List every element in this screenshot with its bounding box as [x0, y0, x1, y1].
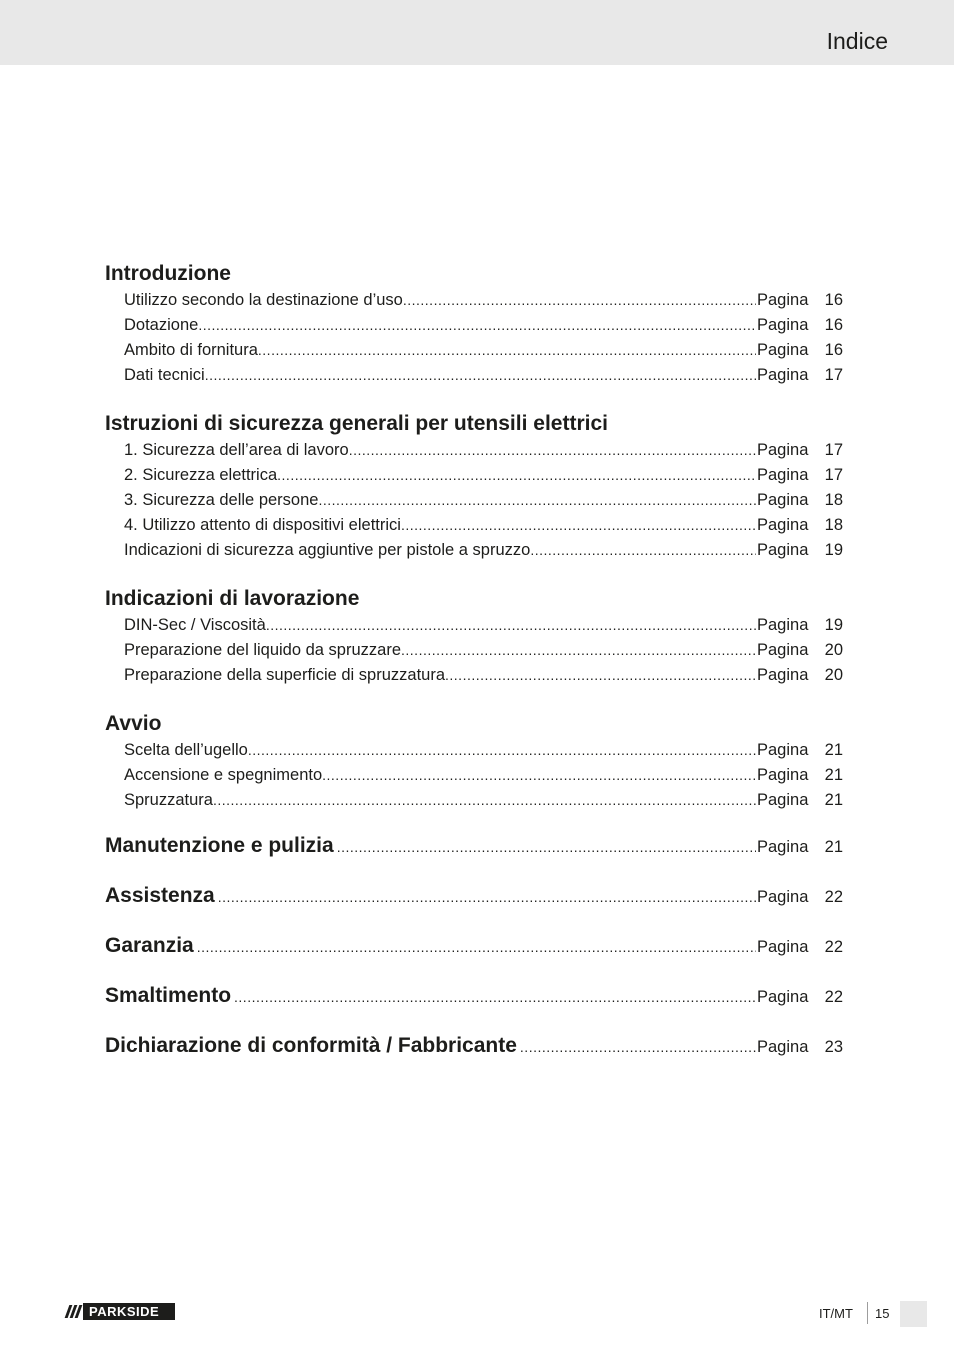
toc-main-entry-smaltimento[interactable] [105, 984, 843, 1014]
dot-leader [318, 488, 756, 513]
toc-entry[interactable] [105, 488, 843, 513]
page-word: Pagina [757, 366, 809, 384]
entry-label: 3. Sicurezza delle persone [124, 491, 319, 509]
toc-entry[interactable] [105, 663, 843, 688]
toc-section-introduzione [105, 260, 843, 388]
entry-label: Preparazione della superficie di spruzzatura [124, 666, 446, 684]
toc-entry[interactable] [105, 363, 843, 388]
page-word: Pagina [757, 541, 809, 559]
page-number: 21 [824, 791, 843, 809]
language-code: IT/MT [819, 1306, 853, 1321]
page-word: Pagina [757, 616, 809, 634]
footer-tab-marker [900, 1301, 927, 1327]
entry-label: Scelta dell’ugello [124, 741, 248, 759]
dot-leader [198, 313, 756, 338]
page-number: 22 [824, 888, 843, 906]
toc-section-lavorazione [105, 585, 843, 688]
entry-title: Dichiarazione di conformità / Fabbricante [105, 1034, 517, 1057]
parkside-logo [63, 1303, 175, 1320]
toc-section-sicurezza [105, 410, 843, 563]
entry-title: Garanzia [105, 934, 194, 957]
page-number: 19 [824, 616, 843, 634]
page-word: Pagina [757, 516, 809, 534]
page-number: 17 [824, 366, 843, 384]
section-title: Istruzioni di sicurezza generali per utensili elettrici [105, 412, 608, 435]
page-word: Pagina [757, 838, 809, 856]
page-number: 17 [824, 441, 843, 459]
page-number: 16 [824, 291, 843, 309]
toc-main-entry-dichiarazione[interactable] [105, 1034, 843, 1064]
entry-label: 4. Utilizzo attento di dispositivi elettrici [124, 516, 401, 534]
page-title: Indice [826, 28, 888, 54]
section-title: Indicazioni di lavorazione [105, 587, 360, 610]
page-number: 20 [824, 641, 843, 659]
page-number: 16 [824, 341, 843, 359]
toc-entry[interactable] [105, 338, 843, 363]
toc-entry[interactable] [105, 638, 843, 663]
page-word: Pagina [757, 988, 809, 1006]
page-number-footer: 15 [875, 1306, 890, 1321]
dot-leader [277, 463, 756, 488]
header-bar [0, 0, 954, 65]
dot-leader [194, 939, 756, 955]
dot-leader [266, 613, 756, 638]
dot-leader [445, 663, 756, 688]
page-word: Pagina [757, 741, 809, 759]
dot-leader [401, 513, 756, 538]
logo-brand-text: PARKSIDE [89, 1304, 160, 1319]
page-number: 23 [824, 1038, 843, 1056]
toc-entry[interactable] [105, 438, 843, 463]
dot-leader [258, 338, 756, 363]
page-word: Pagina [757, 641, 809, 659]
page-number: 22 [824, 938, 843, 956]
page-number: 21 [824, 766, 843, 784]
page-word: Pagina [757, 888, 809, 906]
page-word: Pagina [757, 666, 809, 684]
page-number: 17 [824, 466, 843, 484]
toc-entry[interactable] [105, 313, 843, 338]
dot-leader [215, 889, 756, 905]
toc-main-entry-garanzia[interactable] [105, 934, 843, 964]
entry-label: 2. Sicurezza elettrica [124, 466, 278, 484]
entry-label: Accensione e spegnimento [124, 766, 323, 784]
page-word: Pagina [757, 466, 809, 484]
entry-label: 1. Sicurezza dell’area di lavoro [124, 441, 349, 459]
dot-leader [517, 1039, 756, 1055]
page-number: 18 [824, 516, 843, 534]
page-word: Pagina [757, 316, 809, 334]
entry-title: Assistenza [105, 884, 215, 907]
page-word: Pagina [757, 766, 809, 784]
page-word: Pagina [757, 1038, 809, 1056]
toc-entry[interactable] [105, 788, 843, 813]
footer-divider [867, 1302, 868, 1324]
page-number: 21 [824, 838, 843, 856]
page-word: Pagina [757, 938, 809, 956]
page-number: 21 [824, 741, 843, 759]
dot-leader [530, 538, 756, 563]
toc-entry[interactable] [105, 288, 843, 313]
page-number: 19 [824, 541, 843, 559]
toc-entry[interactable] [105, 463, 843, 488]
page-number: 18 [824, 491, 843, 509]
section-title: Avvio [105, 712, 162, 735]
logo-stripes-icon [63, 1303, 83, 1320]
dot-leader [213, 788, 756, 813]
dot-leader [248, 738, 756, 763]
entry-label: Preparazione del liquido da spruzzare [124, 641, 402, 659]
toc-entry[interactable] [105, 513, 843, 538]
page-number: 20 [824, 666, 843, 684]
toc-main-entry-manutenzione[interactable] [105, 834, 843, 864]
toc-entry[interactable] [105, 738, 843, 763]
entry-label: Spruzzatura [124, 791, 213, 809]
dot-leader [334, 839, 756, 855]
entry-label: DIN-Sec / Viscosità [124, 616, 266, 634]
page-number: 22 [824, 988, 843, 1006]
dot-leader [403, 288, 756, 313]
dot-leader [205, 363, 756, 388]
dot-leader [401, 638, 756, 663]
toc-section-avvio [105, 710, 843, 813]
page-number: 16 [824, 316, 843, 334]
dot-leader [231, 989, 756, 1005]
entry-label: Indicazioni di sicurezza aggiuntive per pistole a spruzzo [124, 541, 531, 559]
page-word: Pagina [757, 291, 809, 309]
page-word: Pagina [757, 441, 809, 459]
entry-label: Dati tecnici [124, 366, 205, 384]
page-word: Pagina [757, 791, 809, 809]
entry-label: Ambito di fornitura [124, 341, 258, 359]
toc-entry[interactable] [105, 538, 843, 563]
toc-entry[interactable] [105, 763, 843, 788]
toc-main-entry-assistenza[interactable] [105, 884, 843, 914]
dot-leader [349, 438, 756, 463]
dot-leader [322, 763, 756, 788]
toc-entry[interactable] [105, 613, 843, 638]
entry-title: Manutenzione e pulizia [105, 834, 334, 857]
section-title: Introduzione [105, 262, 231, 285]
entry-title: Smaltimento [105, 984, 232, 1007]
entry-label: Dotazione [124, 316, 199, 334]
page-word: Pagina [757, 341, 809, 359]
page-word: Pagina [757, 491, 809, 509]
entry-label: Utilizzo secondo la destinazione d’uso [124, 291, 403, 309]
